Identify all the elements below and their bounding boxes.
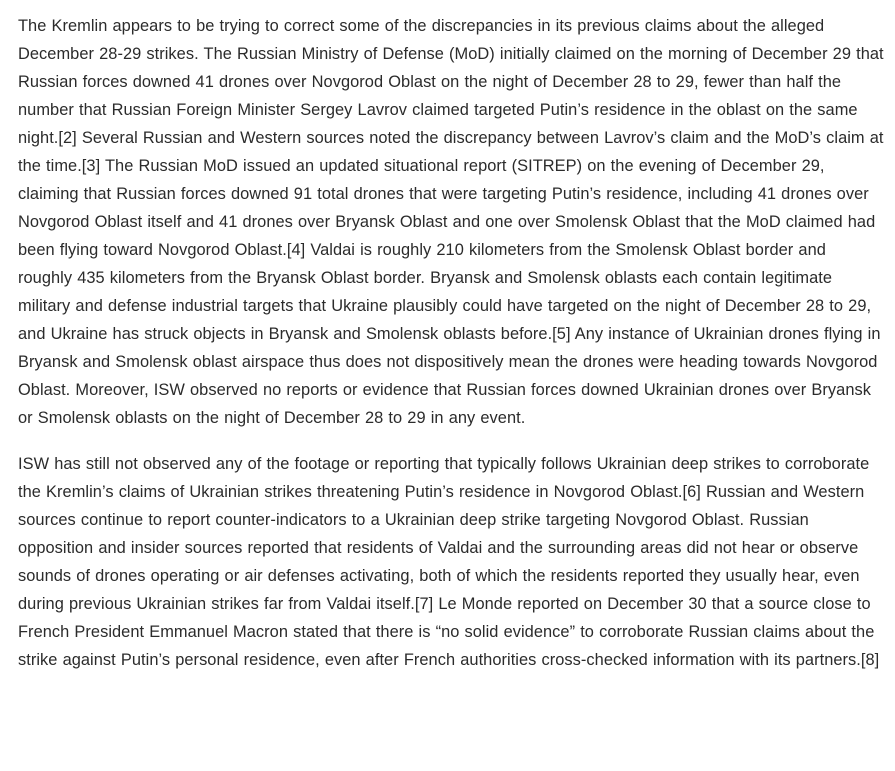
paragraph-isw-no-footage: ISW has still not observed any of the footage or reporting that typically follows Ukrainian deep strikes to corroborate the Kremlin’s claims of Ukrainian strikes threatening Putin’s residence in Novgorod Oblast.[6] Russian and Western sources continue to report counter-indicators to a Ukrainian deep strike targeting Novgorod Oblast. Russian opposition and insider sources reported that residents of Valdai and the surrounding areas did not hear or observe sounds of drones operating or air defenses activating, both of which the residents reported they usually hear, even during previous Ukrainian strikes far from Valdai itself.[7] Le Monde reported on December 30 that a source close to French President Emmanuel Macron stated that there is “no solid evidence” to corroborate Russian claims about the strike against Putin’s personal residence, even after French authorities cross-checked information with its partners.[8]	[18, 455, 880, 669]
paragraph-kremlin-discrepancies: The Kremlin appears to be trying to correct some of the discrepancies in its previous claims about the alleged December 28-29 strikes. The Russian Ministry of Defense (MoD) initially claimed on the morning of December 29 that Russian forces downed 41 drones over Novgorod Oblast on the night of December 28 to 29, fewer than half the number that Russian Foreign Minister Sergey Lavrov claimed targeted Putin’s residence in the oblast on the same night.[2] Several Russian and Western sources noted the discrepancy between Lavrov’s claim and the MoD’s claim at the time.[3] The Russian MoD issued an updated situational report (SITREP) on the evening of December 29, claiming that Russian forces downed 91 total drones that were targeting Putin’s residence, including 41 drones over Novgorod Oblast itself and 41 drones over Bryansk Oblast and one over Smolensk Oblast that the MoD claimed had been flying toward Novgorod Oblast.[4] Valdai is roughly 210 kilometers from the Smolensk Oblast border and roughly 435 kilometers from the Bryansk Oblast border. Bryansk and Smolensk oblasts each contain legitimate military and defense industrial targets that Ukraine plausibly could have targeted on the night of December 28 to 29, and Ukraine has struck objects in Bryansk and Smolensk oblasts before.[5] Any instance of Ukrainian drones flying in Bryansk and Smolensk oblast airspace thus does not dispositively mean the drones were heading towards Novgorod Oblast. Moreover, ISW observed no reports or evidence that Russian forces downed Ukrainian drones over Bryansk or Smolensk oblasts on the night of December 28 to 29 in any event.	[18, 17, 884, 427]
